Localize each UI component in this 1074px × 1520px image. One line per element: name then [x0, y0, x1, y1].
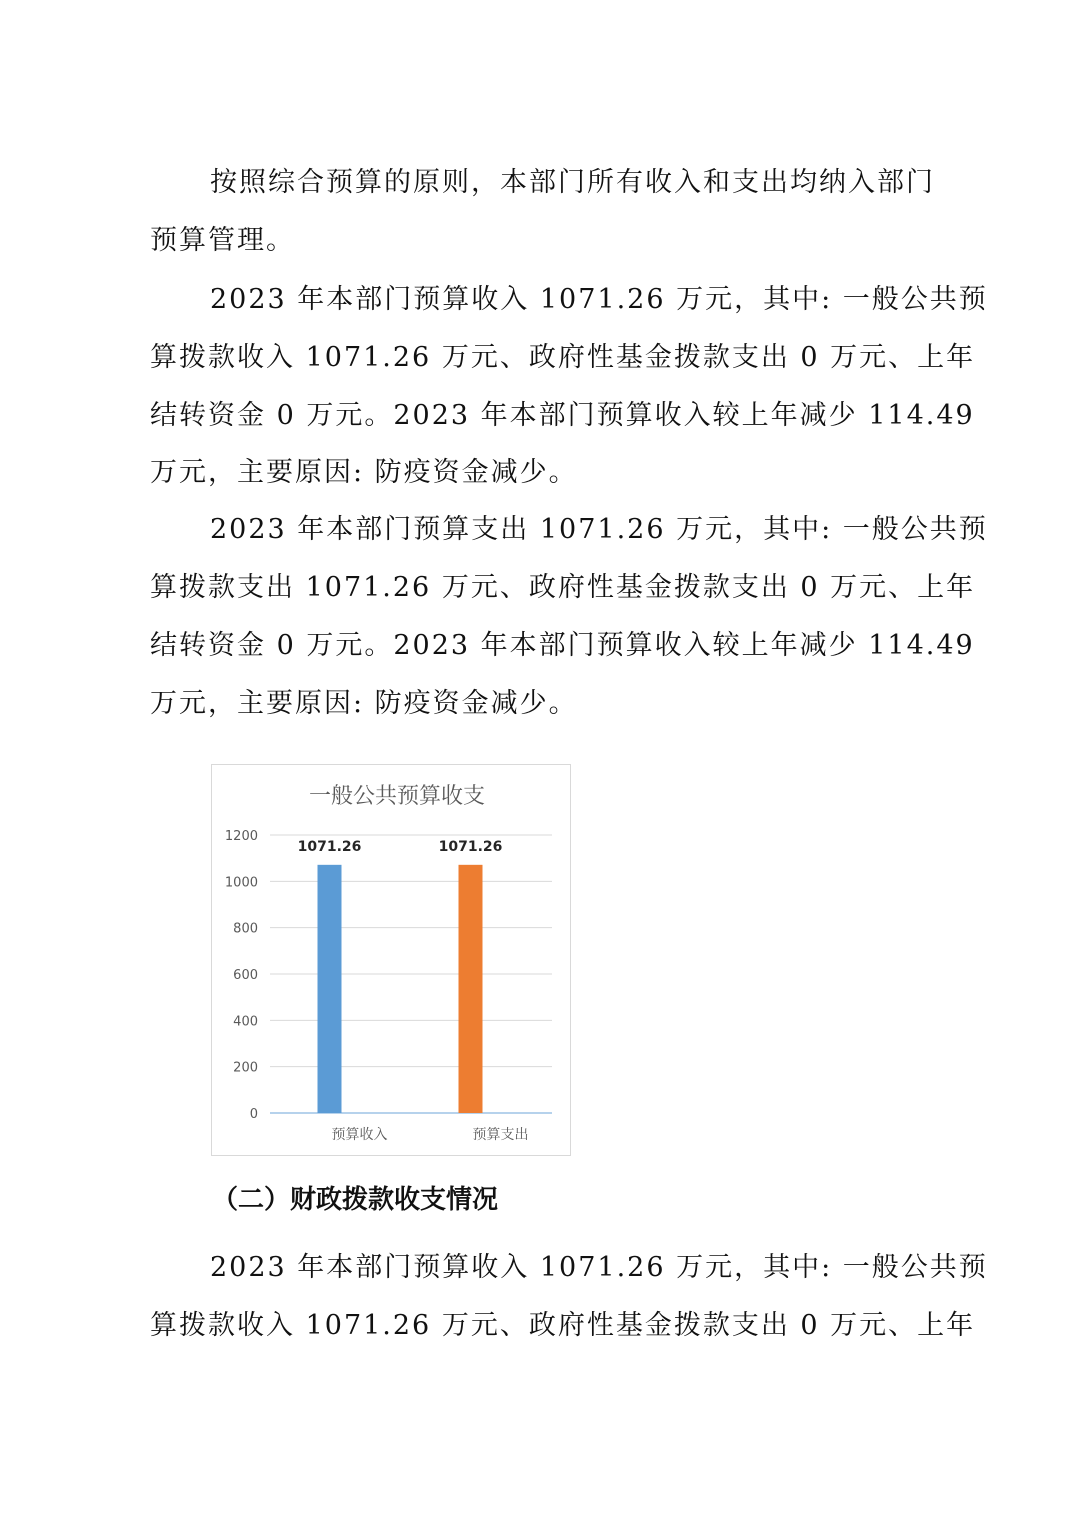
y-tick-label-400: 400 [233, 1014, 258, 1030]
p2-line-4: 万元，主要原因: 防疫资金减少。 [150, 457, 578, 488]
chart-x-categories [332, 1126, 529, 1143]
budget-chart [211, 764, 571, 1156]
x-category-label-2: 预算支出 [472, 1127, 529, 1143]
bar-2 [459, 865, 483, 1113]
y-tick-label-600: 600 [233, 968, 258, 983]
budget-chart-svg [212, 765, 572, 1157]
chart-gridlines [270, 835, 552, 1113]
bar-1 [318, 865, 342, 1113]
p2-line-3: 结转资金 0 万元。2023 年本部门预算收入较上年减少 114.49 [150, 400, 975, 431]
data-label-2: 1071.26 [438, 838, 503, 855]
p2-line-1: 2023 年本部门预算收入 1071.26 万元，其中: 一般公共预 [210, 284, 988, 315]
x-category-label-1: 预算收入 [331, 1127, 388, 1143]
y-tick-label-0: 0 [249, 1107, 258, 1122]
chart-bars [318, 865, 483, 1113]
y-tick-label-200: 200 [233, 1060, 258, 1076]
section-heading: （二）财政拨款收支情况 [212, 1185, 499, 1215]
p3-line-3: 结转资金 0 万元。2023 年本部门预算收入较上年减少 114.49 [150, 630, 975, 661]
y-tick-label-1000: 1000 [224, 875, 258, 891]
p2-line-2: 算拨款收入 1071.26 万元、政府性基金拨款支出 0 万元、上年 [150, 342, 976, 373]
y-tick-label-800: 800 [233, 921, 258, 937]
chart-title: 一般公共预算收支 [308, 784, 486, 809]
p3-line-4: 万元，主要原因: 防疫资金减少。 [150, 688, 578, 719]
p3-line-1: 2023 年本部门预算支出 1071.26 万元，其中: 一般公共预 [210, 514, 988, 545]
p3-line-2: 算拨款支出 1071.26 万元、政府性基金拨款支出 0 万元、上年 [150, 572, 976, 603]
data-label-1: 1071.26 [297, 838, 362, 855]
chart-data-labels [298, 839, 503, 855]
p4-line-2: 算拨款收入 1071.26 万元、政府性基金拨款支出 0 万元、上年 [150, 1310, 976, 1341]
p4-line-1: 2023 年本部门预算收入 1071.26 万元，其中: 一般公共预 [210, 1252, 988, 1283]
p1-line-1: 按照综合预算的原则，本部门所有收入和支出均纳入部门 [210, 167, 935, 198]
p1-line-2: 预算管理。 [150, 225, 295, 256]
y-tick-label-1200: 1200 [224, 829, 258, 844]
chart-y-ticks [225, 829, 258, 1122]
